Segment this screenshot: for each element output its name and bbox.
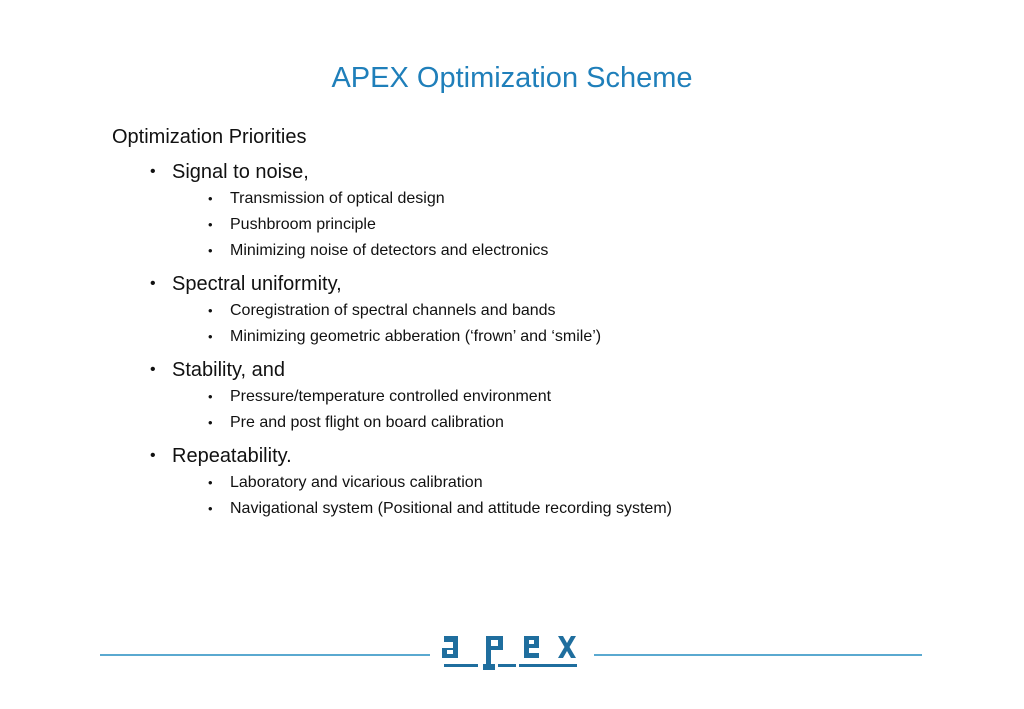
bullet-icon: • bbox=[150, 275, 156, 292]
bullet-icon: • bbox=[208, 415, 213, 430]
priority-label: Stability, and bbox=[172, 359, 286, 381]
priority-item bbox=[150, 442, 972, 522]
sub-item bbox=[208, 410, 972, 436]
bullet-icon: • bbox=[208, 191, 213, 206]
bullet-icon: • bbox=[208, 501, 213, 516]
sub-item bbox=[208, 324, 972, 350]
bullet-icon: • bbox=[208, 475, 213, 490]
priority-label: Spectral uniformity, bbox=[172, 273, 342, 295]
bullet-icon: • bbox=[208, 243, 213, 258]
priority-item bbox=[150, 270, 972, 350]
sub-item-text: Pushbroom principle bbox=[230, 216, 376, 233]
priorities-heading: Optimization Priorities bbox=[112, 126, 307, 148]
sub-item bbox=[208, 384, 972, 410]
apex-logo bbox=[440, 628, 586, 672]
sub-list bbox=[150, 470, 972, 522]
sub-item-text: Navigational system (Positional and attitude recording system) bbox=[230, 500, 672, 517]
sub-item-text: Pressure/temperature controlled environment bbox=[230, 388, 552, 405]
sub-item bbox=[208, 298, 972, 324]
priority-item bbox=[150, 158, 972, 264]
bullet-icon: • bbox=[208, 303, 213, 318]
priority-list bbox=[112, 158, 972, 522]
sub-item bbox=[208, 212, 972, 238]
priority-label: Signal to noise, bbox=[172, 161, 309, 183]
sub-item-text: Minimizing noise of detectors and electronics bbox=[230, 242, 549, 259]
sub-item bbox=[208, 238, 972, 264]
sub-list bbox=[150, 384, 972, 436]
bullet-icon: • bbox=[208, 389, 213, 404]
footer-divider-right bbox=[594, 654, 922, 656]
priority-label: Repeatability. bbox=[172, 445, 292, 467]
slide-content bbox=[112, 124, 972, 528]
bullet-icon: • bbox=[150, 361, 156, 378]
sub-item bbox=[208, 496, 972, 522]
bullet-icon: • bbox=[150, 163, 156, 180]
sub-item-text: Transmission of optical design bbox=[230, 190, 445, 207]
sub-item-text: Laboratory and vicarious calibration bbox=[230, 474, 483, 491]
footer bbox=[100, 628, 922, 672]
footer-divider-left bbox=[100, 654, 430, 656]
sub-item bbox=[208, 470, 972, 496]
bullet-icon: • bbox=[150, 447, 156, 464]
sub-item-text: Pre and post flight on board calibration bbox=[230, 414, 504, 431]
sub-item-text: Coregistration of spectral channels and bands bbox=[230, 302, 556, 319]
bullet-icon: • bbox=[208, 329, 213, 344]
sub-list bbox=[150, 298, 972, 350]
sub-item-text: Minimizing geometric abberation (‘frown’ and ‘smile’) bbox=[230, 328, 602, 345]
slide-title: APEX Optimization Scheme bbox=[331, 62, 693, 94]
sub-item bbox=[208, 186, 972, 212]
priority-item bbox=[150, 356, 972, 436]
sub-list bbox=[150, 186, 972, 264]
bullet-icon: • bbox=[208, 217, 213, 232]
